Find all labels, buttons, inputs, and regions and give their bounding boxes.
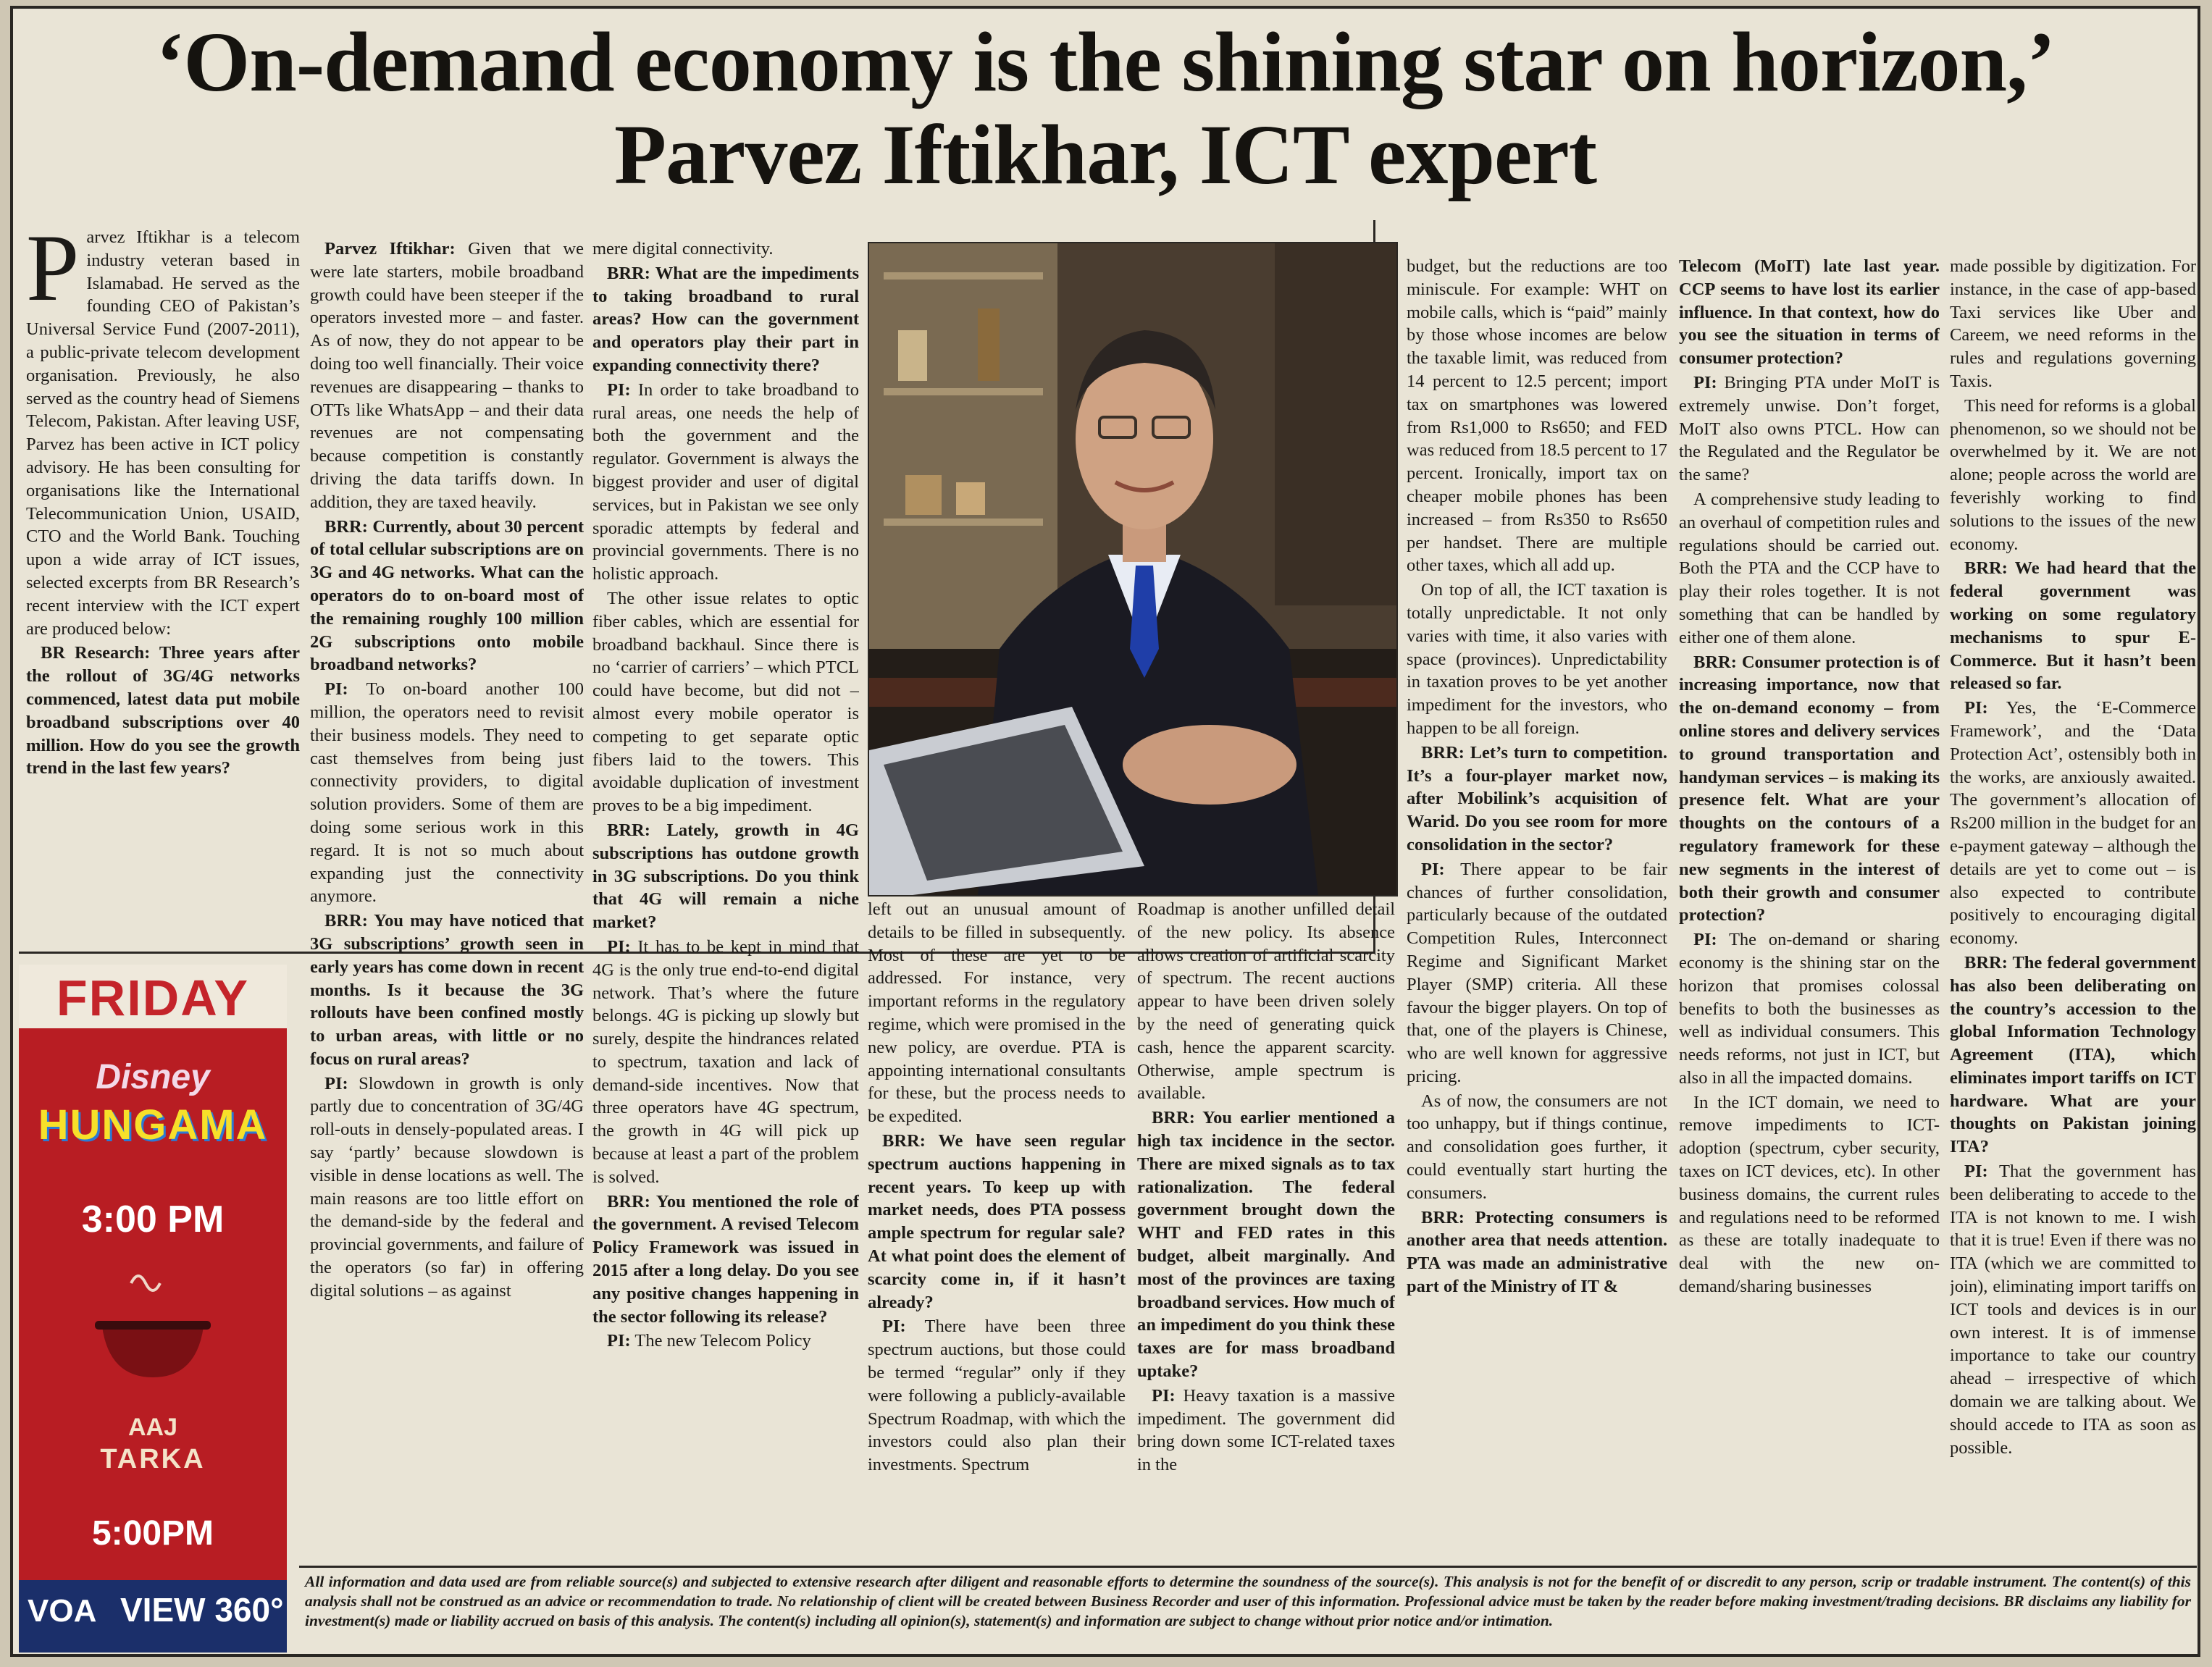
column-2 bbox=[310, 238, 584, 1563]
speaker-label: PI: bbox=[607, 936, 631, 957]
speaker-label: PI: bbox=[1964, 1162, 1988, 1182]
question-13: BRR: The federal government has also been deliberating on the country’s accession to the global Information Technology Agreement (ITA), which eliminates import tariffs on ICT hardware. What are your thoughts on Pakistan joining ITA? bbox=[1950, 952, 2196, 1157]
drop-cap: P bbox=[26, 226, 80, 321]
speaker-label: PI: bbox=[882, 1317, 906, 1337]
question-3: BRR: You may have noticed that 3G subscriptions’ growth seen in early years has come down in recent months. Is it because the 3G rollouts have been confined mostly to urban areas, with little or no focus on rural areas? bbox=[310, 911, 584, 1069]
answer-11c: This need for reforms is a global phenomenon, so we should not be overwhelmed by it. We are not alone; people across the world are feverishly working to find solutions to the issues of the new economy. bbox=[1950, 395, 2196, 554]
answer-10b: A comprehensive study leading to an overhaul of competition rules and regulations should be carried out. Both the PTA and the CCP have to play their roles together. It is not something that can be handled by either one of them alone. bbox=[1679, 489, 1940, 647]
headline-line-1: ‘On-demand economy is the shining star on horizon,’ bbox=[156, 14, 2055, 109]
ad-day: FRIDAY bbox=[56, 970, 250, 1026]
intro-text: arvez Iftikhar is a telecom industry veteran based in Islamabad. He served as the founding CEO of Pakistan’s Universal Service Fund (2007-2011), a public-private telecom development organisation. Previously, he also served as the country head of Siemens Telecom, Pakistan. After leaving USF, Parvez has been active in ICT policy advisory. He has been consulting for organisations like the International Telecommunication Union, USAID, CTO and the World Bank. Touching upon a wide array of ICT issues, selected excerpts from BR Research’s recent interview with the ICT expert are produced below: bbox=[26, 227, 300, 639]
answer-8b: On top of all, the ICT taxation is totally unpredictable. It not only varies with time, it also varies with space (provinces). Unpredictability in taxation proves to be yet another impediment for the investors, who happen to be all foreign. bbox=[1407, 580, 1667, 738]
question-6: BRR: You mentioned the role of the government. A revised Telecom Policy Framework was issued in 2015 after a long delay. Do you see any positive changes happening in the sector following its release? bbox=[592, 1191, 859, 1327]
speaker-label: PI: bbox=[324, 1073, 348, 1093]
answer-12: Yes, the ‘E-Commerce Framework’, and the ‘Data Protection Act’, ostensibly both in the works, are anxiously awaited. The government’s allocation of Rs200 million in the budget for an e-payment gateway – although the details are yet to come out – is also expected to contribute positively to encouraging digital economy. bbox=[1950, 698, 2196, 949]
question-1: BR Research: Three years after the rollout of 3G/4G networks commenced, latest data put mobile broadband subscriptions over 40 million. How do you see the growth trend in the last few years? bbox=[26, 643, 300, 778]
answer-11-continued: made possible by digitization. For instance, in the case of app-based Taxi services like Uber and Careem, we need reforms in the rules and regulations governing Taxis. bbox=[1950, 256, 2196, 391]
speaker-label: PI: bbox=[1693, 372, 1717, 392]
column-6 bbox=[1407, 255, 1667, 1563]
answer-10: Bringing PTA under MoIT is extremely unwise. Don’t forget, MoIT also owns PTCL. How can the Regulated and the Regulator be the same? bbox=[1679, 372, 1940, 485]
ad-header bbox=[19, 965, 287, 1028]
headline bbox=[13, 16, 2198, 201]
answer-6-continued: left out an unusual amount of details to be filled in subsequently. Most of these are yet to be addressed. For instance, very important reforms in the regulatory regime, which were promised in the new policy, are overdue. PTA is appointing international consultants for these, but the process needs to be expedited. bbox=[868, 899, 1126, 1127]
answer-4b: The other issue relates to optic fiber cables, which are essential for broadband backhaul. Since there is no ‘carrier of carriers’ – which PTCL could have become, but did not – almost every mobile operator is competing to get separate optic fibers laid to the towers. This avoidable duplication of investment proves to be a big impediment. bbox=[592, 588, 859, 816]
ad-show1-brand: Disney bbox=[96, 1058, 210, 1096]
question-10: BRR: Protecting consumers is another area that needs attention. PTA was made an administrative part of the Ministry of IT & bbox=[1407, 1207, 1667, 1297]
disclaimer: All information and data used are from reliable source(s) and subjected to extensive research after diligent and reasonable efforts to determine the soundness of the source(s). This analysis is not for the benefit of or discredit to any person, scrip or tradable instrument. The content(s) of this analysis shall not be construed as an advice or recommendation to trade. No relationship of client will be created between Business Recorder and user of this information. Professional advice must be taken by the reader before making investment/trading decisions. BR disclaims any liability for investment(s) made or liability accrued on basis of this analysis. The content(s) including all opinion(s), statement(s) and information are subject to change without prior notice and/or intimation. bbox=[299, 1566, 2197, 1653]
answer-5: It has to be kept in mind that 4G is the only true end-to-end digital network. That’s where the future belongs. 4G is picking up slowly but surely, despite the hindrances related to spectrum, taxation and lack of demand-side incentives. Now that three operators have 4G spectrum, the growth in 4G will pick up because at least a part of the problem is solved. bbox=[592, 936, 859, 1187]
answer-9: There appear to be fair chances of further consolidation, particularly because of the outdated Competition Rules, Interconnect Regime and Significant Market Player (SMP) criteria. All these favour the bigger players. On top of that, one of the players is Chinese, who are well known for aggressive pricing. bbox=[1407, 859, 1667, 1086]
answer-2: To on-board another 100 million, the operators need to revisit their business models. They need to cast themselves from being just connectivity providers, to digital solution providers. Some of them are doing some serious work in this regard. It is not so much about expanding just the connectivity anymore. bbox=[310, 679, 584, 907]
ad-show1-title: HUNGAMA bbox=[38, 1101, 268, 1149]
portrait-photo bbox=[868, 242, 1398, 897]
portrait-illustration bbox=[869, 243, 1396, 895]
newspaper-page bbox=[10, 6, 2200, 1657]
ad-show2-top: AAJ bbox=[127, 1414, 178, 1441]
question-10-continued: Telecom (MoIT) late last year. CCP seems to have lost its earlier influence. In that context, how do you see the situation in terms of consumer protection? bbox=[1679, 256, 1940, 369]
column-7 bbox=[1679, 255, 1940, 1563]
column-1 bbox=[26, 226, 300, 939]
ad-show3-brand: VOA bbox=[28, 1593, 97, 1629]
column-4 bbox=[868, 898, 1126, 1563]
answer-11: The on-demand or sharing economy is the shining star on the horizon that promises colossal benefits to both the businesses as well as individual consumers. This needs reforms, not just in ICT, but also in all the impacted domains. bbox=[1679, 930, 1940, 1088]
answer-4: In order to take broadband to rural areas, one needs the help of both the government and the regulator. Government is always the biggest provider and user of digital services, but in Pakistan we see only sporadic attempts by federal and provincial governments. There is no holistic approach. bbox=[592, 379, 859, 584]
answer-7-continued: Roadmap is another unfilled detail of the new policy. Its absence allows creation of artificial scarcity of spectrum. The recent auctions appear to have been driven solely by the need of generating quick cash, hence the apparent scarcity. Otherwise, ample spectrum is available. bbox=[1137, 899, 1395, 1104]
question-4: BRR: What are the impediments to taking broadband to rural areas? How can the government and operators play their part in expanding connectivity there? bbox=[592, 263, 859, 375]
answer-3-continued: mere digital connectivity. bbox=[592, 239, 774, 259]
question-9: BRR: Let’s turn to competition. It’s a four-player market now, after Mobilink’s acquisition of Warid. Do you see room for more consolidation in the sector? bbox=[1407, 742, 1667, 855]
question-8: BRR: You earlier mentioned a high tax incidence in the sector. There are mixed signals as to tax rationalization. The federal government brought down the WHT and FED rates in this budget, albeit marginally. And most of the provinces are taxing broadband services. How much of an impediment do you think these taxes are for mass broadband uptake? bbox=[1137, 1108, 1395, 1381]
answer-8-continued: budget, but the reductions are too miniscule. For example: WHT on mobile calls, which is “paid” mainly by those whose incomes are below the taxable limit, was reduced from 14 percent to 12.5 percent; import tax on smartphones was lowered from Rs1,000 to Rs650; and FED was reduced from 18.5 percent to 17 percent. Ironically, import tax on cheaper mobile phones has been increased – from Rs350 to Rs650 per handset. There are multiple other taxes, which all add up. bbox=[1407, 256, 1667, 576]
ad-show2-bottom: TARKA bbox=[100, 1444, 206, 1474]
ad-show3-title: VIEW 360° bbox=[120, 1591, 284, 1629]
answer-9b: As of now, the consumers are not too unhappy, but if things continue, and consolidation goes further, it could eventually start hurting the consumers. bbox=[1407, 1091, 1667, 1203]
speaker-label: PI: bbox=[607, 1331, 631, 1351]
speaker-label: Parvez Iftikhar: bbox=[324, 239, 456, 259]
answer-3: Slowdown in growth is only partly due to concentration of 3G/4G roll-outs in densely-populated areas. I say ‘partly’ because slowdown is visible in dense locations as well. The main reasons are too little effort on the demand-side by the federal and provincial governments, and failure of the operators (so far) in offering digital solutions – as against bbox=[310, 1073, 584, 1301]
ad-time-1: 3:00 PM bbox=[81, 1198, 225, 1240]
question-12: BRR: We had heard that the federal government was working on some regulatory mechanisms to spur E-Commerce. But it hasn’t been released so far. bbox=[1950, 558, 2196, 694]
pot-icon bbox=[88, 1269, 218, 1392]
headline-line-2: Parvez Iftikhar, ICT expert bbox=[613, 107, 1597, 202]
answer-13: That the government has been deliberating to accede to the ITA is not known to me. I wish that it is true! Even if there was no ITA (which we are committed to join), eliminating import tariffs on ICT tools and devices is in our own interest. It is of immense importance to take our country ahead – irrespective of which domain we are talking about. We should accede to ITA as soon as possible. bbox=[1950, 1162, 2196, 1458]
column-5 bbox=[1137, 898, 1395, 1563]
answer-1: Given that we were late starters, mobile broadband growth could have been steeper if the operators invested more – and faster. As of now, they do not appear to be doing too well financially. Their voice revenues are disappearing – thanks to OTTs like WhatsApp – and their data revenues are not compensating because competition is constantly driving the data tariffs down. In addition, they are taxed heavily. bbox=[310, 239, 584, 512]
speaker-label: PI: bbox=[607, 379, 631, 400]
question-7: BRR: We have seen regular spectrum auctions happening in recent years. To keep up with market needs, does PTA possess ample spectrum for regular sale? At what point does the element of scarcity come in, if it hasn’t already? bbox=[868, 1130, 1126, 1312]
speaker-label: PI: bbox=[324, 679, 348, 700]
speaker-label: PI: bbox=[1964, 698, 1988, 718]
answer-7: There have been three spectrum auctions, but those could be termed “regular” only if they were following a publicly-available Spectrum Roadmap, with which the investors could also plan their investments. Spectrum bbox=[868, 1317, 1126, 1475]
speaker-label: PI: bbox=[1693, 930, 1717, 950]
question-2: BRR: Currently, about 30 percent of total cellular subscriptions are on 3G and 4G networks. What can the operators do to on-board most of the remaining roughly 100 million 2G subscriptions onto mobile broadband networks? bbox=[310, 516, 584, 675]
speaker-label: PI: bbox=[1421, 859, 1445, 879]
speaker-label: PI: bbox=[1152, 1385, 1176, 1406]
answer-8: Heavy taxation is a massive impediment. The government did bring down some ICT-related taxes in the bbox=[1137, 1385, 1395, 1475]
ad-footer-band bbox=[19, 1580, 287, 1653]
column-3 bbox=[592, 238, 859, 1563]
question-11: BRR: Consumer protection is of increasing importance, now that the on-demand economy – from online stores and delivery services to ground transportation and handyman services – is making its presence felt. What are your thoughts on the contours of a regulatory framework for these new segments in the interest of both their growth and consumer protection? bbox=[1679, 652, 1940, 925]
column-8 bbox=[1950, 255, 2196, 1563]
answer-11b: In the ICT domain, we need to remove impediments to ICT-adoption (spectrum, cyber security, taxes on ICT devices, etc). In other business domains, the current rules and regulations need to be reformed as these are totally inadequate to deal with the new on-demand/sharing businesses bbox=[1679, 1092, 1940, 1297]
tv-schedule-ad bbox=[19, 965, 287, 1653]
question-5: BRR: Lately, growth in 4G subscriptions has outdone growth in 3G subscriptions. Do you think that 4G will remain a niche market? bbox=[592, 820, 859, 933]
answer-6: The new Telecom Policy bbox=[634, 1331, 811, 1351]
ad-time-2: 5:00PM bbox=[91, 1514, 214, 1553]
